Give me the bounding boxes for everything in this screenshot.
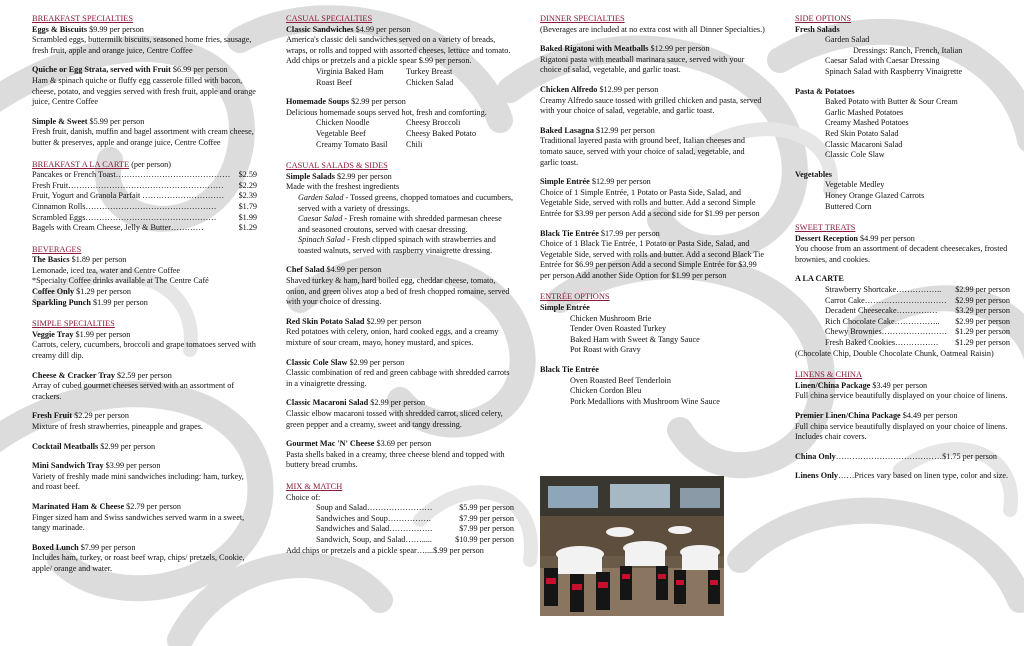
menu-item <box>795 411 1010 443</box>
section-heading: DINNER SPECIALTIES <box>540 14 625 23</box>
item-description: Creamy Alfredo sauce tossed with grilled chicken and pasta, served with your choice of salad, vegetable, and garlic toast. <box>540 95 762 116</box>
item-price: $1.29 per person <box>76 287 131 297</box>
row-name: Scrambled Eggs………………………………………… <box>32 212 217 222</box>
item-price: $4.49 per person <box>902 411 958 420</box>
item-price: …………………………………$1.75 per person <box>835 451 997 461</box>
menu-item <box>795 471 1010 482</box>
menu-item <box>286 398 514 430</box>
entree-option: Oven Roasted Beef Tenderloin <box>570 375 671 385</box>
breakfast-a-la-carte-section <box>32 160 257 234</box>
row-price: $1.29 per person <box>955 327 1010 337</box>
menu-item <box>286 317 514 349</box>
item-description: Array of cubed gourmet cheeses served with an assortment of crackers. <box>32 381 235 401</box>
row-name: Fresh Fruit………………………………………………… <box>32 180 224 190</box>
item-description: Includes ham, turkey, or roast beef wrap, chips/ pretzels, Cookie, apple/ orange and water. <box>32 553 245 573</box>
menu-item <box>286 265 514 307</box>
row-name: Sandwich, Soup, and Salad……..... <box>316 534 432 544</box>
menu-item <box>32 502 257 534</box>
item-description: Choice of 1 Black Tie Entrée, 1 Potato or Pasta Side, Salad, and Vegetable Side, served with rolls and butter. Add a second Black Tie Entrée for $6.99 per person Add a second Simple Entrée for $3.99 per person Add another Side Option for $1.99 per person <box>540 239 764 280</box>
side-option: Caesar Salad with Caesar Dressing <box>825 56 940 66</box>
salad-name: Spinach Salad <box>298 235 346 245</box>
item-price: $12.99 per person <box>650 44 710 54</box>
item-description: Made with the freshest ingredients <box>286 182 400 192</box>
item-description: Full china service beautifully displayed on your choice of linens. Includes chair covers. <box>795 421 1008 442</box>
section-heading: BREAKFAST A LA CARTE <box>32 159 130 169</box>
item-title: Gourmet Mac 'N' Cheese <box>286 439 375 449</box>
dinner-specialties-section <box>540 14 765 281</box>
price-row <box>286 524 514 535</box>
option: Cheesy Baked Potato <box>406 128 477 138</box>
item-description: Shaved turkey & ham, hard boiled egg, cheddar cheese, tomato, onion, and green olives atop a bed of fresh chopped romaine, served with your choice of dressing. <box>286 276 510 307</box>
item-title: Pasta & Potatoes <box>795 86 855 96</box>
item-title: Chicken Alfredo <box>540 84 598 94</box>
row-price: $2.29 <box>238 180 257 190</box>
side-option: Baked Potato with Butter & Sour Cream <box>825 97 958 107</box>
item-title: Red Skin Potato Salad <box>286 316 365 326</box>
row-name: Carrot Cake………………………… <box>825 295 947 305</box>
item-title: Black Tie Entrée <box>540 228 599 238</box>
section-heading: SWEET TREATS <box>795 223 856 233</box>
entree-options-section <box>540 292 765 407</box>
item-price: $12.99 per person <box>599 84 659 94</box>
menu-item <box>286 439 514 471</box>
menu-column-4 <box>795 14 1010 493</box>
option: Chicken Noodle <box>316 118 370 128</box>
item-description: Full china service beautifully displayed on your choice of linens. <box>795 391 1008 401</box>
item-title: Baked Rigatoni with Meatballs <box>540 44 649 54</box>
item-price: $12.99 per person <box>591 177 651 187</box>
salad-desc: - Fresh romaine with shredded parmesan cheese and seasoned croutons, served with caesar dressing. <box>298 214 502 234</box>
item-title: Vegetables <box>795 169 832 179</box>
option: Creamy Tomato Basil <box>316 139 388 149</box>
row-price: $5.99 per person <box>459 503 514 513</box>
menu-column-2 <box>286 14 514 567</box>
linens-china-section <box>795 370 1010 482</box>
entree-option: Chicken Cordon Bleu <box>570 386 642 396</box>
banquet-hall-photo <box>540 476 724 616</box>
item-title: Dessert Reception <box>795 233 858 243</box>
row-name: Chewy Brownies…………………… <box>825 327 948 337</box>
item-title: Boxed Lunch <box>32 542 79 552</box>
salad-option <box>286 214 514 235</box>
menu-item <box>795 452 1010 463</box>
entree-option: Tender Oven Roasted Turkey <box>570 324 667 334</box>
item-price: $2.99 per person <box>336 171 392 181</box>
item-description: Variety of freshly made mini sandwiches including: ham, turkey, and roast beef. <box>32 471 244 492</box>
price-row <box>32 213 257 224</box>
side-option: Garden Salad <box>825 35 870 45</box>
entree-option: Baked Ham with Sweet & Tangy Sauce <box>570 334 700 344</box>
item-title: Veggie Tray <box>32 329 74 339</box>
item-price: $9.99 per person <box>89 24 144 34</box>
item-description: America's classic deli sandwiches served on a variety of breads, wraps, or rolls and topped with assorted cheeses, lettuce and tomato. Add chips or pretzels and a pickle spear $.99 per person. <box>286 35 511 66</box>
row-price: $1.79 <box>238 201 257 211</box>
item-description: Ham & spinach quiche or fluffy egg casserole filled with bacon, cheese, potato, and veggies served with fresh fruit, apple and orange juice, Centre Coffee <box>32 75 256 107</box>
item-price: $6.99 per person <box>172 65 228 75</box>
menu-item <box>32 330 257 362</box>
price-row <box>32 202 257 213</box>
item-price: $2.99 per person <box>100 441 156 451</box>
section-heading: LINENS & CHINA <box>795 370 862 380</box>
section-note: (Beverages are included at no extra cost with all Dinner Specialties.) <box>540 24 765 34</box>
side-option: Classic Cole Slaw <box>825 150 885 160</box>
item-price: $2.59 per person <box>117 370 172 380</box>
row-price: $1.29 per person <box>955 338 1010 348</box>
item-description: You choose from an assortment of decadent cheesecakes, frosted brownies, and cookies. <box>795 244 1008 264</box>
row-price: $3.29 per person <box>955 306 1010 316</box>
item-price: $4.99 per person <box>860 233 915 243</box>
item-price: $2.99 per person <box>349 357 405 367</box>
item-title: Quiche or Egg Strata, served with Fruit <box>32 65 171 75</box>
row-name: Decadent Cheesecake…………… <box>825 306 938 316</box>
row-name: Fruit, Yogurt and Granola Parfait ………………………… <box>32 191 225 201</box>
item-price: $1.99 per person <box>75 329 131 339</box>
mix-match-footer: Add chips or pretzels and a pickle spear…....$.99 per person <box>286 545 484 555</box>
item-title: Premier Linen/China Package <box>795 411 901 420</box>
item-title: Black Tie Entrée <box>540 365 599 375</box>
side-option: Red Skin Potato Salad <box>825 128 899 138</box>
price-row <box>286 535 514 546</box>
side-options-section <box>795 14 1010 212</box>
menu-item <box>32 25 257 57</box>
salad-desc: - Tossed greens, chopped tomatoes and cucumbers, served with a variety of dressings. <box>298 192 513 213</box>
item-description: Carrots, celery, cucumbers, broccoli and grape tomatoes served with creamy dill dip. <box>32 340 256 361</box>
menu-item <box>540 229 765 282</box>
row-price: $1.99 <box>238 212 257 222</box>
item-description: Choice of 1 Simple Entrée, 1 Potato or Pasta Side, Salad, and Vegetable Side, served with rolls and butter. Add a second Simple Entrée for $3.99 per person Add a second side for $1.99 per person <box>540 187 760 218</box>
menu-item <box>540 177 765 219</box>
price-row <box>795 306 1010 317</box>
item-price: $12.99 per person <box>595 125 655 135</box>
menu-item <box>286 358 514 390</box>
menu-item <box>32 65 257 107</box>
item-title: Chef Salad <box>286 265 325 275</box>
beverages-section <box>32 245 257 309</box>
section-heading: BEVERAGES <box>32 244 82 254</box>
side-option: Vegetable Medley <box>825 180 885 190</box>
row-price: $2.39 <box>238 191 257 201</box>
price-row <box>286 514 514 525</box>
breakfast-specialties-section <box>32 14 257 149</box>
item-description: Fresh fruit, danish, muffin and bagel assortment with cream cheese, butter & preserves, apple and orange juice, Centre Coffee <box>32 127 254 147</box>
row-name: Sandwiches and Salad……………. <box>316 524 433 534</box>
price-row <box>32 223 257 234</box>
price-row <box>795 338 1010 349</box>
item-title: Simple Entrée <box>540 303 590 313</box>
item-description: Pasta shells baked in a creamy, three cheese blend and topped with buttery bread crumbs. <box>286 449 505 470</box>
casual-specialties-section <box>286 14 514 150</box>
item-description: Classic elbow macaroni tossed with shredded carrot, sliced celery, green pepper and a creamy, sweet and tangy dressing. <box>286 409 503 429</box>
item-title: Simple & Sweet <box>32 116 88 126</box>
item-description: Mixture of fresh strawberries, pineapple and grapes. <box>32 422 203 431</box>
item-title: Eggs & Biscuits <box>32 24 88 34</box>
item-price: $3.99 per person <box>105 461 161 471</box>
salad-option <box>286 235 514 256</box>
item-price: $1.99 per person <box>92 297 148 307</box>
item-price: $2.79 per person <box>126 501 181 511</box>
entree-option: Chicken Mushroom Brie <box>570 313 652 323</box>
side-option: Buttered Corn <box>825 201 872 211</box>
row-price: $2.99 per person <box>955 295 1010 305</box>
option: Cheesy Broccoli <box>406 118 461 128</box>
mix-match-section <box>286 482 514 556</box>
section-heading: CASUAL SPECIALTIES <box>286 14 373 23</box>
menu-item <box>540 85 765 117</box>
section-note: (per person) <box>131 159 171 169</box>
row-price: $2.99 per person <box>955 316 1010 326</box>
option: Turkey Breast <box>406 66 453 76</box>
item-price: $2.99 per person <box>366 316 422 326</box>
option: Chicken Salad <box>406 77 454 87</box>
row-name: Pancakes or French Toast…………………………………… <box>32 170 231 180</box>
price-row <box>32 170 257 181</box>
item-title: Baked Lasagna <box>540 125 594 135</box>
side-option: Garlic Mashed Potatoes <box>825 107 904 117</box>
side-option: Dressings: Ranch, French, Italian <box>853 45 963 55</box>
section-heading: CASUAL SALADS & SIDES <box>286 161 388 171</box>
row-price: $2.59 <box>238 170 257 180</box>
option: Virginia Baked Ham <box>316 66 384 76</box>
option: Vegetable Beef <box>316 128 366 138</box>
row-price: $10.99 per person <box>455 534 514 544</box>
menu-item <box>32 117 257 149</box>
item-title: Simple Entrée <box>540 177 590 187</box>
item-price: $1.89 per person <box>71 255 127 265</box>
menu-item <box>32 411 257 432</box>
side-option: Creamy Mashed Potatoes <box>825 118 909 128</box>
price-row <box>795 317 1010 328</box>
item-title: Cheese & Cracker Tray <box>32 370 115 380</box>
entree-option: Pork Medallions with Mushroom Wine Sauce <box>570 396 720 406</box>
entree-option: Pot Roast with Gravy <box>570 345 641 355</box>
item-price: $2.99 per person <box>351 97 406 107</box>
menu-item <box>32 461 257 493</box>
item-description: Rigatoni pasta with meatball marinara sauce, served with your choice of salad, vegetable, and garlic toast. <box>540 54 745 75</box>
item-title: Classic Cole Slaw <box>286 357 348 367</box>
price-row <box>286 503 514 514</box>
section-heading: BREAKFAST SPECIALTIES <box>32 14 134 23</box>
menu-column-1 <box>32 14 257 586</box>
row-name: Strawberry Shortcake…………….. <box>825 285 942 295</box>
menu-item <box>540 44 765 76</box>
price-row <box>32 181 257 192</box>
row-name: Sandwiches and Soup……………. <box>316 513 431 523</box>
cookie-note: (Chocolate Chip, Double Chocolate Chunk, Oatmeal Raisin) <box>795 348 994 358</box>
menu-item <box>795 381 1010 402</box>
item-title: A LA CARTE <box>795 274 844 284</box>
item-title: Mini Sandwich Tray <box>32 461 104 471</box>
item-title: Classic Macaroni Salad <box>286 398 369 408</box>
item-title: Cocktail Meatballs <box>32 441 99 451</box>
item-price: $4.99 per person <box>355 24 411 34</box>
item-description: Finger sized ham and Swiss sandwiches served warm in a sweet, tangy marinade. <box>32 512 245 533</box>
item-title: Linen/China Package <box>795 380 871 390</box>
side-option: Classic Macaroni Salad <box>825 139 903 149</box>
row-name: Cinnamon Rolls………………………………………… <box>32 201 217 211</box>
item-title: Linens Only <box>795 471 839 481</box>
item-description: Classic combination of red and green cabbage with shredded carrots in a vinaigrette dressing. <box>286 368 510 388</box>
item-description: Scrambled eggs, buttermilk biscuits, seasoned home fries, sausage, fresh fruit, apple and orange juice, Centre Coffee <box>32 35 252 55</box>
menu-column-3 <box>540 14 765 418</box>
item-description: Traditional layered pasta with ground beef, Italian cheeses and tomato sauce, served with your choice of salad, vegetable, and garlic toast. <box>540 136 745 167</box>
price-row <box>32 191 257 202</box>
side-option: Spinach Salad with Raspberry Vinaigrette <box>825 66 963 76</box>
row-price: $7.99 per person <box>459 524 514 534</box>
price-row <box>795 327 1010 338</box>
item-price: $17.99 per person <box>600 228 660 238</box>
salad-desc: - Fresh clipped spinach with strawberries and toasted walnuts, served with raspberry vinaigrette dressing. <box>298 235 496 255</box>
section-heading: SIDE OPTIONS <box>795 14 852 23</box>
item-title: The Basics <box>32 255 70 265</box>
sweet-treats-section <box>795 223 1010 359</box>
menu-item <box>32 442 257 453</box>
row-price: $2.99 per person <box>955 285 1010 295</box>
item-description: *Specialty Coffee drinks available at The Centre Café <box>32 276 209 286</box>
item-price: ……Prices vary based on linen type, color and size. <box>838 471 1009 481</box>
price-row <box>795 296 1010 307</box>
mix-match-intro: Choice of: <box>286 492 321 502</box>
item-description: Delicious homemade soups served hot, fresh and comforting. <box>286 107 487 117</box>
salad-name: Garden Salad <box>298 192 344 202</box>
menu-item <box>540 126 765 168</box>
item-title: Simple Salads <box>286 171 335 181</box>
item-title: Sparkling Punch <box>32 297 91 307</box>
item-price: $7.99 per person <box>80 542 136 552</box>
item-price: $4.99 per person <box>326 265 382 275</box>
salad-option <box>286 193 514 214</box>
item-title: Fresh Salads <box>795 24 840 34</box>
item-price: $5.99 per person <box>89 116 145 126</box>
row-name: Bagels with Cream Cheese, Jelly & Butter………… <box>32 223 204 233</box>
item-title: Marinated Ham & Cheese <box>32 501 125 511</box>
row-name: Fresh Baked Cookies……………. <box>825 338 939 348</box>
item-description: Red potatoes with celery, onion, hard cooked eggs, and a creamy mixture of sour cream, mayo, honey mustard, and spices. <box>286 327 499 348</box>
item-title: Coffee Only <box>32 287 75 297</box>
row-name: Soup and Salad…………………… <box>316 503 433 513</box>
row-price: $1.29 <box>238 223 257 233</box>
simple-specialties-section <box>32 319 257 574</box>
section-heading: ENTRÉE OPTIONS <box>540 292 610 302</box>
section-heading: MIX & MATCH <box>286 481 343 491</box>
item-title: China Only <box>795 451 836 461</box>
menu-item <box>32 371 257 403</box>
option: Chili <box>406 139 423 149</box>
casual-salads-section <box>286 161 514 471</box>
section-heading: SIMPLE SPECIALTIES <box>32 319 115 329</box>
soup-options <box>286 118 514 150</box>
item-price: $2.99 per person <box>370 398 426 408</box>
price-row <box>795 285 1010 296</box>
item-price: $3.49 per person <box>872 380 928 390</box>
item-price: $3.69 per person <box>376 439 432 449</box>
menu-item <box>32 543 257 575</box>
item-price: $2.29 per person <box>74 411 129 421</box>
row-price: $7.99 per person <box>459 513 514 523</box>
item-description: Lemonade, iced tea, water and Centre Coffee <box>32 265 181 275</box>
salad-name: Caesar Salad <box>298 214 343 224</box>
side-option: Honey Orange Glazed Carrots <box>825 190 925 200</box>
item-title: Classic Sandwiches <box>286 24 354 34</box>
row-name: Rich Chocolate Cake…………….. <box>825 316 940 326</box>
item-title: Fresh Fruit <box>32 411 73 421</box>
item-title: Homemade Soups <box>286 97 350 107</box>
option: Roast Beef <box>316 77 353 87</box>
sandwich-options <box>286 67 514 88</box>
